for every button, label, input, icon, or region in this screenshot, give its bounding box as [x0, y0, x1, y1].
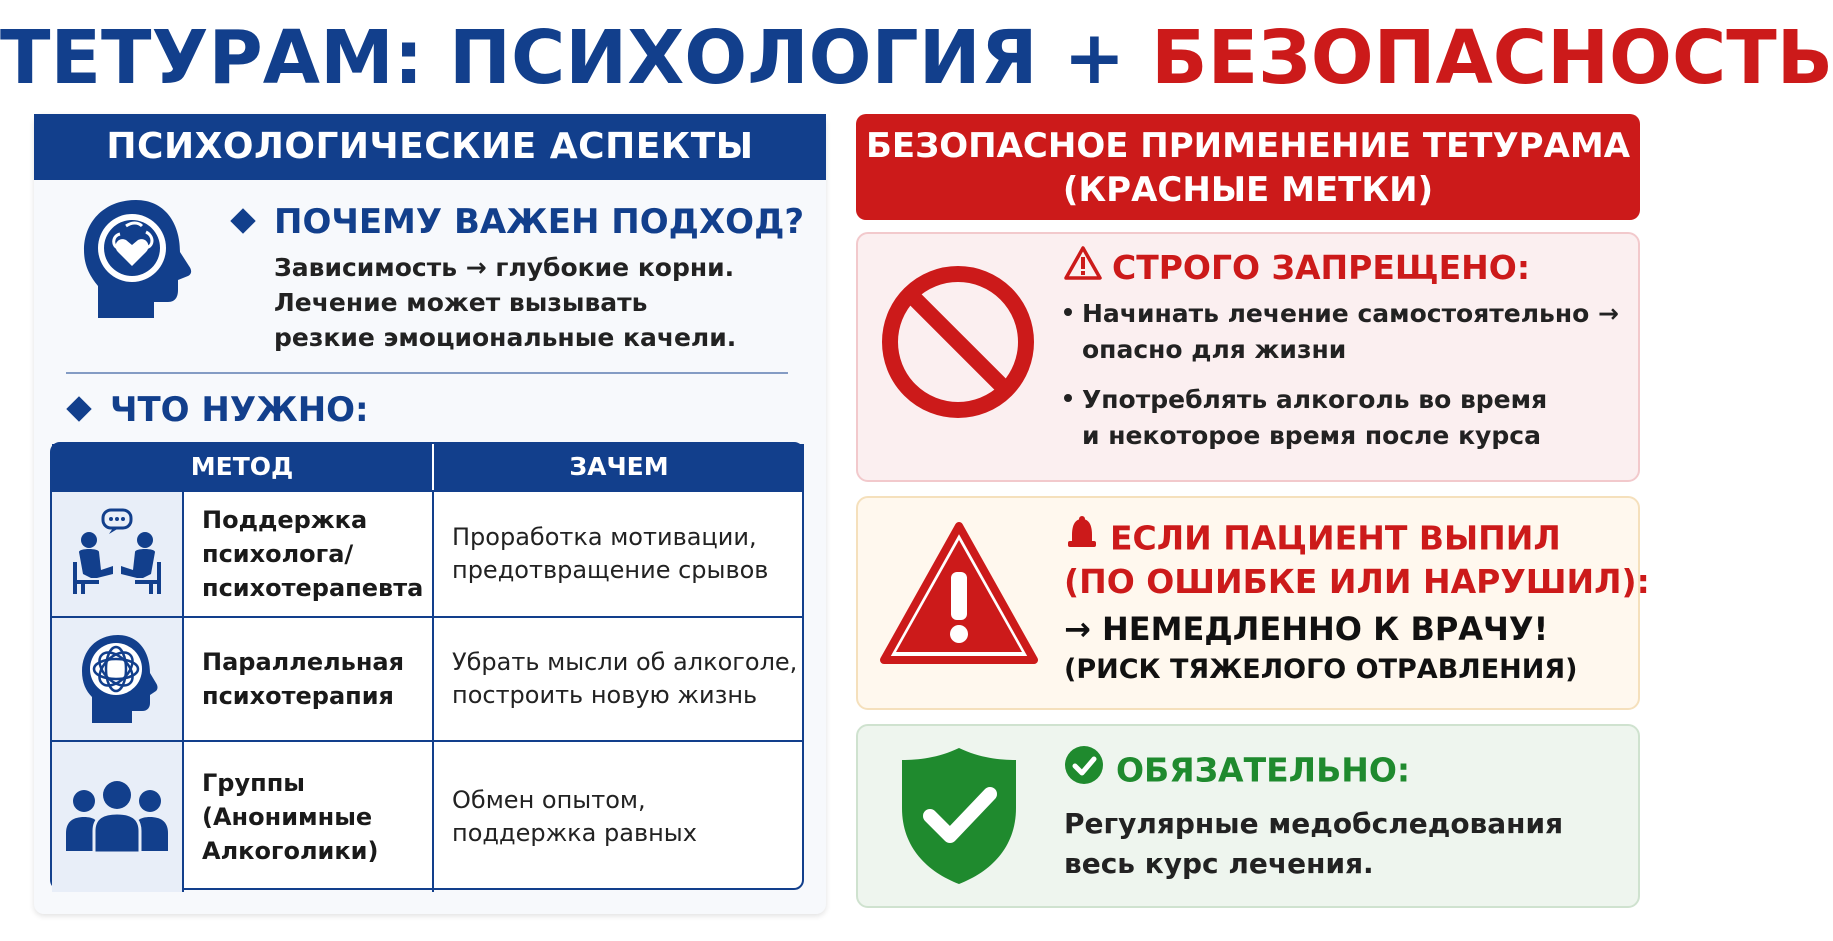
psychology-panel: [34, 114, 826, 914]
mandatory-card: [856, 724, 1640, 908]
bullet-dot: [1064, 394, 1072, 402]
why-approach-text: Зависимость → глубокие корни. Лечение может вызывать резкие эмоциональные качели.: [274, 253, 737, 352]
bullet-dot: [1064, 308, 1072, 316]
forbidden-card: [856, 232, 1640, 482]
table-row: [52, 490, 804, 616]
forbidden-title: СТРОГО ЗАПРЕЩЕНО:: [1064, 248, 1530, 291]
prohibited-icon: [880, 264, 1036, 424]
mandatory-text: Регулярные медобследования весь курс лечения.: [1064, 807, 1564, 880]
diamond-bullet-icon: [230, 208, 255, 233]
counseling-icon: [52, 492, 184, 616]
page-title: [0, 8, 1833, 108]
head-heart-icon: [76, 196, 194, 324]
table-header-why: ЗАЧЕМ: [434, 444, 804, 490]
if-drank-subtitle: (ПО ОШИБКЕ ИЛИ НАРУШИЛ):: [1064, 562, 1650, 601]
method-cell: Параллельная психотерапия: [184, 618, 434, 740]
if-drank-card: [856, 496, 1650, 710]
method-cell: Группы (Анонимные Алкоголики): [184, 742, 434, 892]
diamond-bullet-icon: [66, 396, 91, 421]
mind-icon: [52, 618, 184, 740]
alarm-bell-icon: [1064, 515, 1100, 559]
urgent-action: → НЕМЕДЛЕННО К ВРАЧУ!: [1064, 610, 1549, 648]
table-header-method: МЕТОД: [52, 444, 434, 490]
shield-check-icon: [898, 744, 1020, 892]
safety-header: БЕЗОПАСНОЕ ПРИМЕНЕНИЕ ТЕТУРАМА (КРАСНЫЕ МЕТКИ): [856, 114, 1640, 220]
psychology-header: ПСИХОЛОГИЧЕСКИЕ АСПЕКТЫ: [34, 114, 826, 180]
what-needed-title: ЧТО НУЖНО:: [70, 390, 369, 430]
table-row: [52, 616, 804, 740]
methods-table: [50, 442, 804, 890]
if-drank-title: ЕСЛИ ПАЦИЕНТ ВЫПИЛ: [1064, 518, 1561, 562]
why-approach-title: ПОЧЕМУ ВАЖЕН ПОДХОД?: [234, 202, 804, 242]
divider: [66, 372, 788, 374]
check-circle-icon: [1064, 745, 1104, 793]
risk-note: (РИСК ТЯЖЕЛОГО ОТРАВЛЕНИЯ): [1064, 654, 1578, 685]
why-cell: Обмен опытом, поддержка равных: [452, 786, 697, 847]
mandatory-title: ОБЯЗАТЕЛЬНО:: [1064, 748, 1410, 796]
group-icon: [52, 742, 184, 892]
method-cell: Поддержка психолога/ психотерапевта: [184, 492, 434, 616]
title-red-part: БЕЗОПАСНОСТЬ: [1151, 15, 1833, 101]
forbidden-bullet: Начинать лечение самостоятельно → опасно для жизни: [1064, 296, 1624, 368]
why-cell: Убрать мысли об алкоголе, построить новую жизнь: [452, 648, 798, 709]
why-cell: Проработка мотивации, предотвращение срывов: [452, 523, 769, 584]
title-blue-part: ТЕТУРАМ: ПСИХОЛОГИЯ +: [0, 15, 1126, 101]
table-row: [52, 740, 804, 892]
alert-triangle-icon: [878, 520, 1040, 672]
forbidden-bullet: Употреблять алкоголь во время и некоторое время после курса: [1064, 382, 1624, 454]
warning-icon: [1064, 246, 1102, 288]
